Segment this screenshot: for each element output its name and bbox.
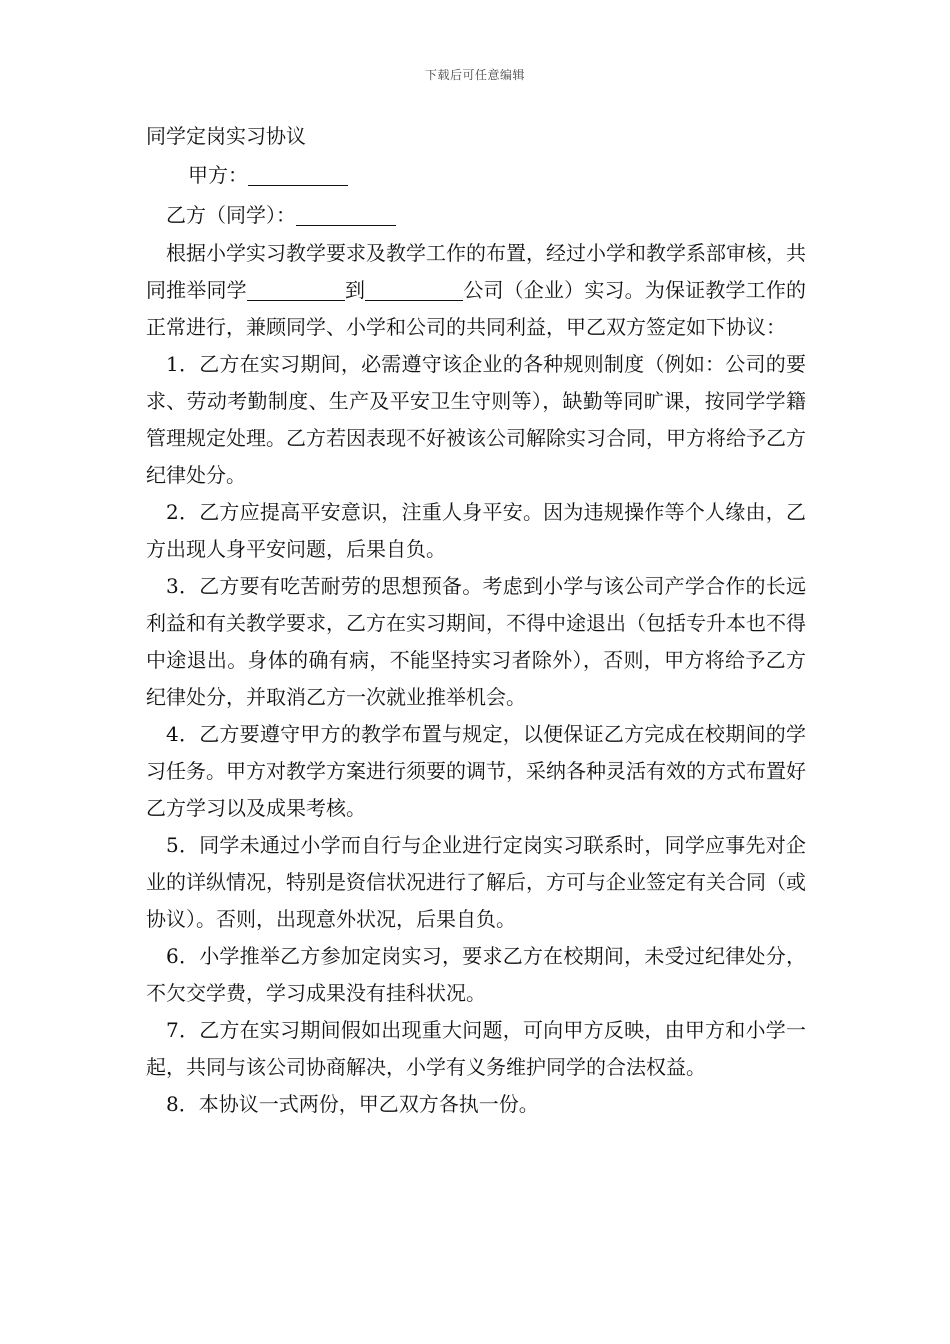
- party-b-line: [146, 195, 806, 235]
- party-a-line: [146, 155, 806, 195]
- party-a-label: 甲方：: [188, 163, 248, 187]
- clause-2: 2．乙方应提高平安意识，注重人身平安。因为违规操作等个人缘由，乙方出现人身平安问题，后果自负。: [146, 500, 806, 561]
- party-a-blank: [248, 161, 348, 186]
- intro-text-2: 到: [344, 278, 366, 302]
- document-title: 同学定岗实习协议: [146, 124, 306, 148]
- intro-text-1: 根据小学实习教学要求及教学工作的布置，经过小学和教学系部审核，共同推举同学: [146, 241, 806, 302]
- page-header-note: 下载后可任意编辑: [424, 68, 525, 82]
- intro-text-3: 公司（企业）实习。为保证教学工作的正常进行，兼顾同学、小学和公司的共同利益，甲乙双方签定如下协议：: [146, 278, 807, 339]
- document-body: [146, 118, 806, 1123]
- clause-5: 5．同学未通过小学而自行与企业进行定岗实习联系时，同学应事先对企业的详纵情况，特别是资信状况进行了解后，方可与企业签定有关合同（或协议）。否则，出现意外状况，后果自负。: [146, 833, 806, 931]
- party-b-label: 乙方（同学）：: [166, 203, 296, 227]
- clause-6: 6．小学推举乙方参加定岗实习，要求乙方在校期间，未受过纪律处分，不欠交学费，学习成果没有挂科状况。: [146, 944, 806, 1005]
- company-name-blank: [365, 276, 463, 301]
- student-name-blank: [247, 276, 345, 301]
- clause-3: 3．乙方要有吃苦耐劳的思想预备。考虑到小学与该公司产学合作的长远利益和有关教学要求，乙方在实习期间，不得中途退出（包括专升本也不得中途退出。身体的确有病，不能坚持实习者除外），否则，甲方将给予乙方纪律处分，并取消乙方一次就业推举机会。: [146, 574, 806, 709]
- clause-4: 4．乙方要遵守甲方的教学布置与规定，以便保证乙方完成在校期间的学习任务。甲方对教学方案进行须要的调节，采纳各种灵活有效的方式布置好乙方学习以及成果考核。: [146, 722, 806, 820]
- intro-paragraph: [146, 235, 806, 346]
- clause-7: 7．乙方在实习期间假如出现重大问题，可向甲方反映，由甲方和小学一起，共同与该公司协商解决，小学有义务维护同学的合法权益。: [146, 1018, 806, 1079]
- party-b-blank: [296, 201, 396, 226]
- clause-1: 1．乙方在实习期间，必需遵守该企业的各种规则制度（例如：公司的要求、劳动考勤制度、生产及平安卫生守则等），缺勤等同旷课，按同学学籍管理规定处理。乙方若因表现不好被该公司解除实习合同，甲方将给予乙方纪律处分。: [146, 352, 806, 487]
- clause-8: 8．本协议一式两份，甲乙双方各执一份。: [166, 1092, 539, 1116]
